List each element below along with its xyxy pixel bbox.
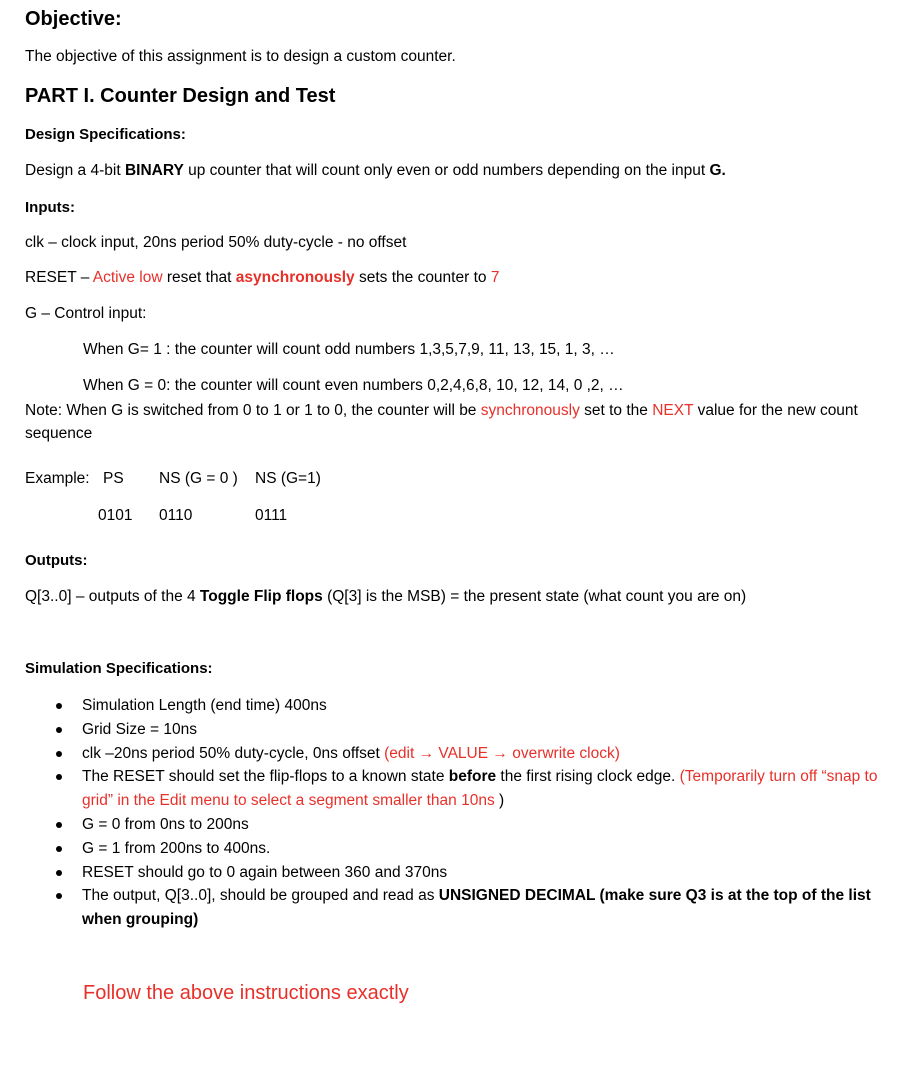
g1-line: When G= 1 : the counter will count odd numbers 1,3,5,7,9, 11, 13, 15, 1, 3, … [83,341,615,358]
design-line: Design a 4-bit BINARY up counter that will count only even or odd numbers depending on the input G. [25,162,726,179]
list-item: The output, Q[3..0], should be grouped and read as UNSIGNED DECIMAL (make sure Q3 is at the top of the list when grouping) [25,884,882,932]
ps-value: 0101 [98,507,133,524]
footer-instruction: Follow the above instructions exactly [83,982,409,1004]
outputs-heading: Outputs: [25,552,88,569]
simulation-heading: Simulation Specifications: [25,660,213,677]
clk-line: clk – clock input, 20ns period 50% duty-cycle - no offset [25,234,407,251]
simulation-list [25,694,882,932]
list-item: RESET should go to 0 again between 360 and 370ns [25,861,882,885]
note-paragraph: Note: When G is switched from 0 to 1 or 1 to 0, the counter will be synchronously set to the NEXT value for the new count sequence [25,402,858,442]
list-item: clk –20ns period 50% duty-cycle, 0ns offset (edit → VALUE → overwrite clock) [25,742,882,766]
list-item: The RESET should set the flip-flops to a known state before the first rising clock edge. (Temporarily turn off “snap to grid” in the Edit menu to select a segment smaller than 10ns ) [25,765,882,813]
list-item: G = 0 from 0ns to 200ns [25,813,882,837]
list-item: G = 1 from 200ns to 400ns. [25,837,882,861]
ns0-value: 0110 [159,507,193,524]
design-spec-heading: Design Specifications: [25,126,186,143]
outputs-line: Q[3..0] – outputs of the 4 Toggle Flip flops (Q[3] is the MSB) = the present state (what count you are on) [25,588,747,605]
list-item: Simulation Length (end time) 400ns [25,694,882,718]
example-label: Example: [25,470,90,487]
objective-heading: Objective: [25,8,122,30]
ns0-header: NS (G = 0 ) [159,470,238,487]
ps-header: PS [103,470,124,487]
g0-line: When G = 0: the counter will count even numbers 0,2,4,6,8, 10, 12, 14, 0 ,2, … [83,377,624,394]
objective-text: The objective of this assignment is to design a custom counter. [25,48,456,65]
list-item: Grid Size = 10ns [25,718,882,742]
inputs-heading: Inputs: [25,199,75,216]
ns1-header: NS (G=1) [255,470,321,487]
ns1-value: 0111 [255,507,288,524]
g-control-line: G – Control input: [25,305,147,322]
part1-heading: PART I. Counter Design and Test [25,85,336,107]
reset-line: RESET – Active low reset that asynchronously sets the counter to 7 [25,269,500,286]
